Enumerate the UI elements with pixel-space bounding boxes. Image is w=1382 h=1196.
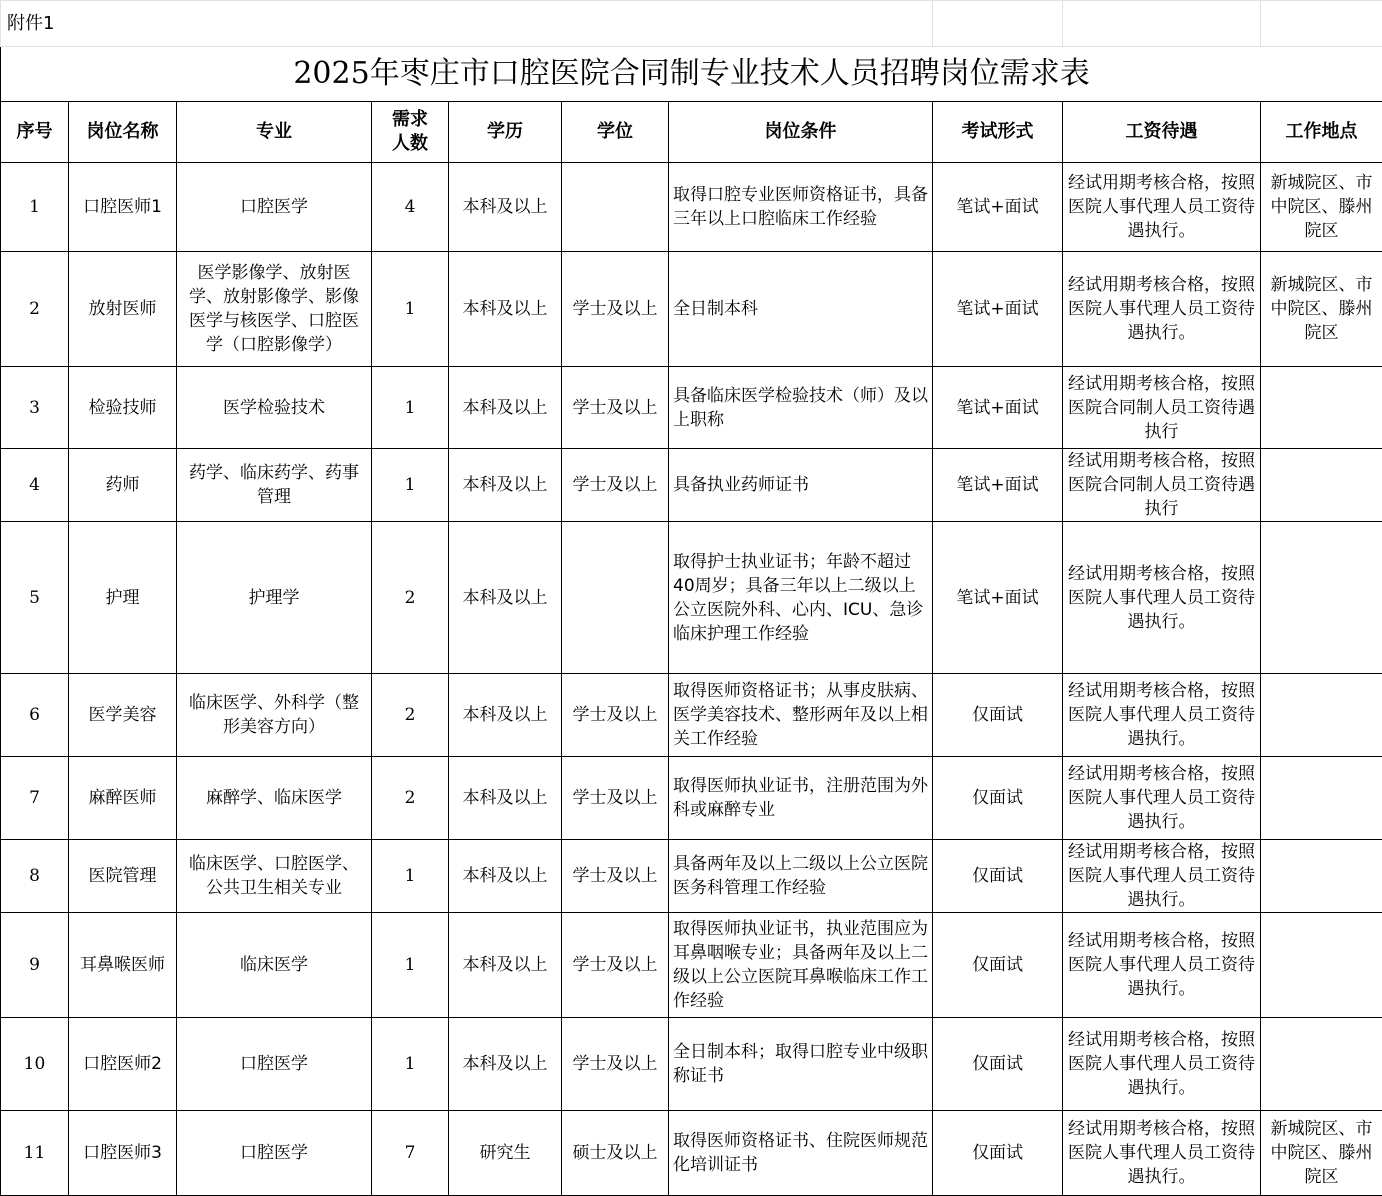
- cell-education: 本科及以上: [449, 840, 562, 913]
- cell-degree: 学士及以上: [562, 757, 669, 840]
- cell-degree: 学士及以上: [562, 840, 669, 913]
- cell-major: 临床医学、外科学（整形美容方向）: [177, 674, 372, 757]
- empty-cell: [1063, 1, 1261, 47]
- table-row: [1, 163, 1382, 252]
- cell-degree: 学士及以上: [562, 1018, 669, 1111]
- cell-major: 临床医学、口腔医学、公共卫生相关专业: [177, 840, 372, 913]
- cell-location: [1261, 757, 1382, 840]
- cell-count: 1: [372, 367, 449, 449]
- cell-location: [1261, 840, 1382, 913]
- cell-exam: 仅面试: [933, 757, 1063, 840]
- cell-count: 2: [372, 674, 449, 757]
- cell-index: 8: [1, 840, 69, 913]
- cell-index: 5: [1, 522, 69, 674]
- title-row: [1, 47, 1382, 102]
- cell-degree: 学士及以上: [562, 449, 669, 522]
- cell-degree: 学士及以上: [562, 367, 669, 449]
- cell-index: 9: [1, 913, 69, 1018]
- cell-major: 口腔医学: [177, 163, 372, 252]
- cell-education: 本科及以上: [449, 252, 562, 367]
- table-row: [1, 252, 1382, 367]
- cell-position: 口腔医师2: [69, 1018, 177, 1111]
- cell-location: [1261, 449, 1382, 522]
- cell-location: 新城院区、市中院区、滕州院区: [1261, 252, 1382, 367]
- table-row: [1, 840, 1382, 913]
- cell-education: 本科及以上: [449, 757, 562, 840]
- cell-count: 1: [372, 913, 449, 1018]
- cell-location: [1261, 674, 1382, 757]
- header-degree: 学位: [562, 102, 669, 163]
- cell-degree: 学士及以上: [562, 674, 669, 757]
- header-major: 专业: [177, 102, 372, 163]
- cell-major: 麻醉学、临床医学: [177, 757, 372, 840]
- cell-position: 口腔医师1: [69, 163, 177, 252]
- table-row: [1, 757, 1382, 840]
- cell-salary: 经试用期考核合格，按照医院合同制人员工资待遇执行: [1063, 449, 1261, 522]
- cell-position: 药师: [69, 449, 177, 522]
- cell-major: 医学影像学、放射医学、放射影像学、影像医学与核医学、口腔医学（口腔影像学）: [177, 252, 372, 367]
- empty-cell: [1261, 1, 1382, 47]
- cell-index: 11: [1, 1111, 69, 1196]
- cell-count: 7: [372, 1111, 449, 1196]
- cell-position: 医学美容: [69, 674, 177, 757]
- cell-salary: 经试用期考核合格，按照医院人事代理人员工资待遇执行。: [1063, 913, 1261, 1018]
- header-index: 序号: [1, 102, 69, 163]
- cell-education: 本科及以上: [449, 674, 562, 757]
- cell-education: 本科及以上: [449, 163, 562, 252]
- cell-degree: 学士及以上: [562, 252, 669, 367]
- cell-exam: 笔试+面试: [933, 252, 1063, 367]
- cell-exam: 笔试+面试: [933, 449, 1063, 522]
- attachment-label: 附件1: [1, 1, 933, 47]
- table-row: [1, 449, 1382, 522]
- cell-position: 护理: [69, 522, 177, 674]
- cell-index: 2: [1, 252, 69, 367]
- cell-conditions: 取得医师资格证书、住院医师规范化培训证书: [669, 1111, 933, 1196]
- cell-salary: 经试用期考核合格，按照医院合同制人员工资待遇执行: [1063, 367, 1261, 449]
- header-salary: 工资待遇: [1063, 102, 1261, 163]
- cell-conditions: 全日制本科: [669, 252, 933, 367]
- cell-conditions: 具备临床医学检验技术（师）及以上职称: [669, 367, 933, 449]
- cell-exam: 仅面试: [933, 913, 1063, 1018]
- cell-conditions: 取得医师资格证书；从事皮肤病、医学美容技术、整形两年及以上相关工作经验: [669, 674, 933, 757]
- cell-exam: 仅面试: [933, 1018, 1063, 1111]
- cell-index: 1: [1, 163, 69, 252]
- header-count: 需求人数: [372, 102, 449, 163]
- cell-degree: [562, 163, 669, 252]
- cell-position: 检验技师: [69, 367, 177, 449]
- cell-education: 本科及以上: [449, 1018, 562, 1111]
- cell-major: 护理学: [177, 522, 372, 674]
- cell-salary: 经试用期考核合格，按照医院人事代理人员工资待遇执行。: [1063, 674, 1261, 757]
- cell-exam: 仅面试: [933, 840, 1063, 913]
- cell-exam: 笔试+面试: [933, 522, 1063, 674]
- header-row: [1, 102, 1382, 163]
- table-row: [1, 367, 1382, 449]
- cell-salary: 经试用期考核合格，按照医院人事代理人员工资待遇执行。: [1063, 757, 1261, 840]
- cell-index: 4: [1, 449, 69, 522]
- header-position: 岗位名称: [69, 102, 177, 163]
- cell-position: 放射医师: [69, 252, 177, 367]
- cell-salary: 经试用期考核合格，按照医院人事代理人员工资待遇执行。: [1063, 1111, 1261, 1196]
- cell-salary: 经试用期考核合格，按照医院人事代理人员工资待遇执行。: [1063, 840, 1261, 913]
- cell-major: 口腔医学: [177, 1111, 372, 1196]
- cell-education: 本科及以上: [449, 522, 562, 674]
- header-exam: 考试形式: [933, 102, 1063, 163]
- cell-degree: [562, 522, 669, 674]
- cell-count: 1: [372, 1018, 449, 1111]
- header-education: 学历: [449, 102, 562, 163]
- cell-salary: 经试用期考核合格，按照医院人事代理人员工资待遇执行。: [1063, 252, 1261, 367]
- cell-position: 口腔医师3: [69, 1111, 177, 1196]
- cell-count: 4: [372, 163, 449, 252]
- table-row: [1, 1111, 1382, 1196]
- cell-location: [1261, 522, 1382, 674]
- header-conditions: 岗位条件: [669, 102, 933, 163]
- table-row: [1, 1018, 1382, 1111]
- cell-conditions: 具备执业药师证书: [669, 449, 933, 522]
- table-row: [1, 913, 1382, 1018]
- empty-cell: [933, 1, 1063, 47]
- cell-index: 7: [1, 757, 69, 840]
- table-row: [1, 674, 1382, 757]
- cell-education: 本科及以上: [449, 367, 562, 449]
- cell-major: 药学、临床药学、药事管理: [177, 449, 372, 522]
- cell-position: 医院管理: [69, 840, 177, 913]
- table-body: [1, 163, 1382, 1196]
- cell-conditions: 取得医师执业证书，执业范围应为耳鼻咽喉专业；具备两年及以上二级以上公立医院耳鼻喉临床工作工作经验: [669, 913, 933, 1018]
- cell-count: 1: [372, 449, 449, 522]
- cell-index: 6: [1, 674, 69, 757]
- cell-conditions: 全日制本科；取得口腔专业中级职称证书: [669, 1018, 933, 1111]
- cell-major: 医学检验技术: [177, 367, 372, 449]
- cell-count: 2: [372, 522, 449, 674]
- page-title: 2025年枣庄市口腔医院合同制专业技术人员招聘岗位需求表: [1, 47, 1382, 102]
- cell-count: 2: [372, 757, 449, 840]
- cell-conditions: 具备两年及以上二级以上公立医院医务科管理工作经验: [669, 840, 933, 913]
- cell-position: 麻醉医师: [69, 757, 177, 840]
- cell-location: [1261, 913, 1382, 1018]
- cell-conditions: 取得口腔专业医师资格证书，具备三年以上口腔临床工作经验: [669, 163, 933, 252]
- cell-count: 1: [372, 840, 449, 913]
- cell-education: 研究生: [449, 1111, 562, 1196]
- cell-conditions: 取得护士执业证书；年龄不超过40周岁；具备三年以上二级以上公立医院外科、心内、ICU、急诊临床护理工作经验: [669, 522, 933, 674]
- cell-salary: 经试用期考核合格，按照医院人事代理人员工资待遇执行。: [1063, 163, 1261, 252]
- cell-salary: 经试用期考核合格，按照医院人事代理人员工资待遇执行。: [1063, 522, 1261, 674]
- cell-degree: 硕士及以上: [562, 1111, 669, 1196]
- cell-exam: 仅面试: [933, 1111, 1063, 1196]
- cell-index: 3: [1, 367, 69, 449]
- cell-degree: 学士及以上: [562, 913, 669, 1018]
- cell-exam: 笔试+面试: [933, 367, 1063, 449]
- cell-major: 口腔医学: [177, 1018, 372, 1111]
- cell-location: 新城院区、市中院区、滕州院区: [1261, 163, 1382, 252]
- cell-index: 10: [1, 1018, 69, 1111]
- cell-count: 1: [372, 252, 449, 367]
- cell-exam: 仅面试: [933, 674, 1063, 757]
- table-row: [1, 522, 1382, 674]
- attachment-row: [1, 1, 1382, 47]
- cell-location: 新城院区、市中院区、滕州院区: [1261, 1111, 1382, 1196]
- cell-location: [1261, 1018, 1382, 1111]
- cell-education: 本科及以上: [449, 449, 562, 522]
- header-location: 工作地点: [1261, 102, 1382, 163]
- cell-major: 临床医学: [177, 913, 372, 1018]
- cell-education: 本科及以上: [449, 913, 562, 1018]
- cell-location: [1261, 367, 1382, 449]
- cell-position: 耳鼻喉医师: [69, 913, 177, 1018]
- cell-exam: 笔试+面试: [933, 163, 1063, 252]
- cell-salary: 经试用期考核合格，按照医院人事代理人员工资待遇执行。: [1063, 1018, 1261, 1111]
- cell-conditions: 取得医师执业证书，注册范围为外科或麻醉专业: [669, 757, 933, 840]
